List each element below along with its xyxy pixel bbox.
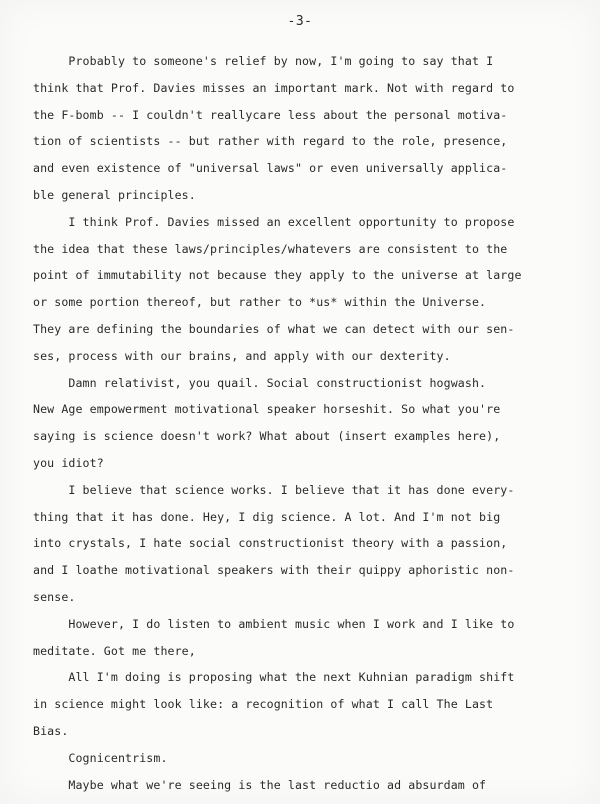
text-line: ble general principles. — [33, 187, 196, 202]
text-line: Damn relativist, you quail. Social constructionist hogwash. — [33, 375, 487, 390]
text-line: Probably to someone's relief by now, I'm going to say that I — [33, 54, 494, 68]
text-line: thing that it has done. Hey, I dig science. A lot. And I'm not big — [33, 509, 501, 524]
text-line: Bias. — [33, 723, 69, 738]
text-line: I believe that science works. I believe that it has done every- — [33, 482, 515, 497]
text-line: Maybe what we're seeing is the last reductio ad absurdam of — [33, 777, 487, 792]
text-line: or some portion thereof, but rather to *us* within the Universe. — [33, 295, 487, 310]
text-line: and I loathe motivational speakers with their quippy aphoristic non- — [33, 563, 515, 578]
text-line: point of immutability not because they apply to the universe at large — [33, 268, 522, 283]
text-line: into crystals, I hate social constructionist theory with a passion, — [33, 536, 508, 551]
text-line: They are defining the boundaries of what we can detect with our sen- — [33, 321, 515, 336]
text-line: sense. — [33, 589, 76, 604]
text-line: and even existence of "universal laws" or even universally applica- — [33, 161, 508, 176]
text-line: saying is science doesn't work? What about (insert examples here), — [33, 429, 501, 444]
text-line: ses, process with our brains, and apply with our dexterity. — [33, 348, 451, 363]
text-line: I think Prof. Davies missed an excellent opportunity to propose — [33, 214, 515, 229]
text-line: Cognicentrism. — [33, 750, 168, 765]
text-line: you idiot? — [33, 455, 104, 470]
text-line: meditate. Got me there, — [33, 643, 196, 658]
text-line: the F-bomb -- I couldn't reallycare less about the personal motiva- — [33, 107, 508, 122]
text-line: think that Prof. Davies misses an important mark. Not with regard to — [33, 80, 515, 95]
text-line: All I'm doing is proposing what the next Kuhnian paradigm shift — [33, 670, 515, 685]
text-line: However, I do listen to ambient music when I work and I like to — [33, 616, 515, 631]
text-line: the idea that these laws/principles/whatevers are consistent to the — [33, 241, 508, 256]
text-line: in science might look like: a recognition of what I call The Last — [33, 697, 494, 712]
page-body-text — [33, 48, 573, 798]
text-line: New Age empowerment motivational speaker horseshit. So what you're — [33, 402, 501, 417]
page-number: -3- — [287, 14, 313, 29]
text-line: tion of scientists -- but rather with regard to the role, presence, — [33, 134, 508, 149]
